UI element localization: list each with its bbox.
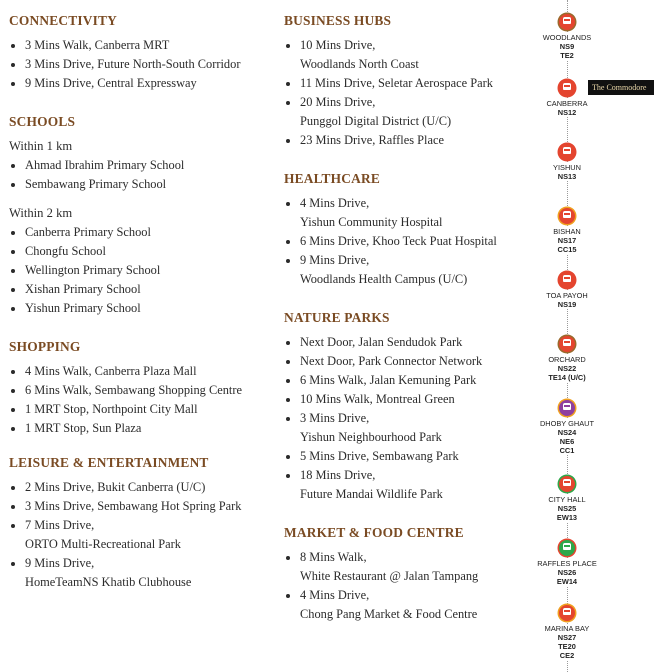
list-item: 1 MRT Stop, Northpoint City Mall xyxy=(9,400,279,419)
station-code: TE2 xyxy=(520,51,614,60)
list-item: 20 Mins Drive, Punggol Digital District (U/C) xyxy=(284,93,524,131)
schools-title: SCHOOLS xyxy=(9,114,76,129)
list-item: 4 Mins Drive, Yishun Community Hospital xyxy=(284,194,524,232)
list-item: 6 Mins Walk, Sembawang Shopping Centre xyxy=(9,381,279,400)
station-code: TE14 (U/C) xyxy=(520,373,614,382)
market-list xyxy=(284,548,524,624)
train-icon xyxy=(559,400,575,416)
train-icon xyxy=(559,476,575,492)
list-item: Ahmad Ibrahim Primary School xyxy=(9,156,279,175)
station-name: YISHUN xyxy=(520,163,614,172)
station-code: NS17 xyxy=(520,236,614,245)
leisure-section xyxy=(9,454,279,592)
market-section xyxy=(284,524,524,624)
list-item: Next Door, Park Connector Network xyxy=(284,352,524,371)
mrt-station xyxy=(520,476,614,522)
list-item: 6 Mins Walk, Jalan Kemuning Park xyxy=(284,371,524,390)
list-item: 3 Mins Walk, Canberra MRT xyxy=(9,36,279,55)
station-code: CC15 xyxy=(520,245,614,254)
train-icon xyxy=(559,272,575,288)
station-code: NS27 xyxy=(520,633,614,642)
healthcare-title: HEALTHCARE xyxy=(284,171,381,186)
station-name: CITY HALL xyxy=(520,495,614,504)
station-name: CANBERRA xyxy=(520,99,614,108)
list-item: 6 Mins Drive, Khoo Teck Puat Hospital xyxy=(284,232,524,251)
list-item: Chongfu School xyxy=(9,242,279,261)
train-icon xyxy=(559,144,575,160)
connectivity-list xyxy=(9,36,279,93)
list-item: 4 Mins Drive, Chong Pang Market & Food Centre xyxy=(284,586,524,624)
healthcare-list xyxy=(284,194,524,289)
within-2km-list xyxy=(9,223,279,318)
station-name: MARINA BAY xyxy=(520,624,614,633)
station-code: NS25 xyxy=(520,504,614,513)
mrt-station xyxy=(520,400,614,455)
healthcare-section xyxy=(284,170,524,289)
mrt-line-diagram xyxy=(520,0,658,672)
within-2km-label: Within 2 km xyxy=(9,206,73,220)
nature-title: NATURE PARKS xyxy=(284,310,390,325)
mrt-station xyxy=(520,605,614,660)
list-item: Xishan Primary School xyxy=(9,280,279,299)
mrt-station xyxy=(520,208,614,254)
station-code: CE2 xyxy=(520,651,614,660)
list-item: 5 Mins Drive, Sembawang Park xyxy=(284,447,524,466)
business-list xyxy=(284,36,524,150)
station-name: WOODLANDS xyxy=(520,33,614,42)
station-name: ORCHARD xyxy=(520,355,614,364)
mrt-station xyxy=(520,540,614,586)
nature-section xyxy=(284,309,524,504)
commodore-tag: The Commodore xyxy=(588,80,654,95)
train-icon xyxy=(559,80,575,96)
list-item: 3 Mins Drive, Sembawang Hot Spring Park xyxy=(9,497,279,516)
list-item: 23 Mins Drive, Raffles Place xyxy=(284,131,524,150)
list-item: 10 Mins Walk, Montreal Green xyxy=(284,390,524,409)
list-item: 4 Mins Walk, Canberra Plaza Mall xyxy=(9,362,279,381)
list-item: 8 Mins Walk, White Restaurant @ Jalan Tampang xyxy=(284,548,524,586)
station-name: TOA PAYOH xyxy=(520,291,614,300)
list-item: 3 Mins Drive, Yishun Neighbourhood Park xyxy=(284,409,524,447)
station-name: DHOBY GHAUT xyxy=(520,419,614,428)
station-code: TE20 xyxy=(520,642,614,651)
list-item: 9 Mins Drive, HomeTeamNS Khatib Clubhouse xyxy=(9,554,279,592)
leisure-title: LEISURE & ENTERTAINMENT xyxy=(9,455,209,470)
middle-column xyxy=(284,12,524,638)
market-title: MARKET & FOOD CENTRE xyxy=(284,525,464,540)
mrt-station xyxy=(520,336,614,382)
nature-list xyxy=(284,333,524,504)
station-code: NS19 xyxy=(520,300,614,309)
train-icon xyxy=(559,14,575,30)
list-item: 1 MRT Stop, Sun Plaza xyxy=(9,419,279,438)
list-item: Next Door, Jalan Sendudok Park xyxy=(284,333,524,352)
list-item: 10 Mins Drive, Woodlands North Coast xyxy=(284,36,524,74)
left-column xyxy=(9,12,279,606)
train-icon xyxy=(559,208,575,224)
mrt-station xyxy=(520,272,614,309)
list-item: 7 Mins Drive, ORTO Multi-Recreational Park xyxy=(9,516,279,554)
station-code: NS24 xyxy=(520,428,614,437)
station-code: NS9 xyxy=(520,42,614,51)
list-item: 18 Mins Drive, Future Mandai Wildlife Park xyxy=(284,466,524,504)
station-code: NS12 xyxy=(520,108,614,117)
mrt-station xyxy=(520,144,614,181)
train-icon xyxy=(559,605,575,621)
shopping-list xyxy=(9,362,279,438)
list-item: 9 Mins Drive, Central Expressway xyxy=(9,74,279,93)
train-icon xyxy=(559,540,575,556)
station-code: NE6 xyxy=(520,437,614,446)
within-1km-label: Within 1 km xyxy=(9,139,73,153)
station-name: BISHAN xyxy=(520,227,614,236)
station-name: RAFFLES PLACE xyxy=(520,559,614,568)
business-section xyxy=(284,12,524,150)
mrt-station xyxy=(520,14,614,60)
list-item: Canberra Primary School xyxy=(9,223,279,242)
station-code: EW14 xyxy=(520,577,614,586)
list-item: Sembawang Primary School xyxy=(9,175,279,194)
connectivity-section xyxy=(9,12,279,93)
shopping-title: SHOPPING xyxy=(9,339,81,354)
list-item: 11 Mins Drive, Seletar Aerospace Park xyxy=(284,74,524,93)
list-item: Wellington Primary School xyxy=(9,261,279,280)
station-code: NS26 xyxy=(520,568,614,577)
shopping-section xyxy=(9,338,279,438)
leisure-list xyxy=(9,478,279,592)
list-item: 3 Mins Drive, Future North-South Corridor xyxy=(9,55,279,74)
connectivity-title: CONNECTIVITY xyxy=(9,13,118,28)
list-item: 9 Mins Drive, Woodlands Health Campus (U/C) xyxy=(284,251,524,289)
within-1km-list xyxy=(9,156,279,194)
schools-section xyxy=(9,113,279,318)
business-title: BUSINESS HUBS xyxy=(284,13,392,28)
station-code: NS22 xyxy=(520,364,614,373)
list-item: 2 Mins Drive, Bukit Canberra (U/C) xyxy=(9,478,279,497)
station-code: CC1 xyxy=(520,446,614,455)
station-code: NS13 xyxy=(520,172,614,181)
station-code: EW13 xyxy=(520,513,614,522)
list-item: Yishun Primary School xyxy=(9,299,279,318)
train-icon xyxy=(559,336,575,352)
